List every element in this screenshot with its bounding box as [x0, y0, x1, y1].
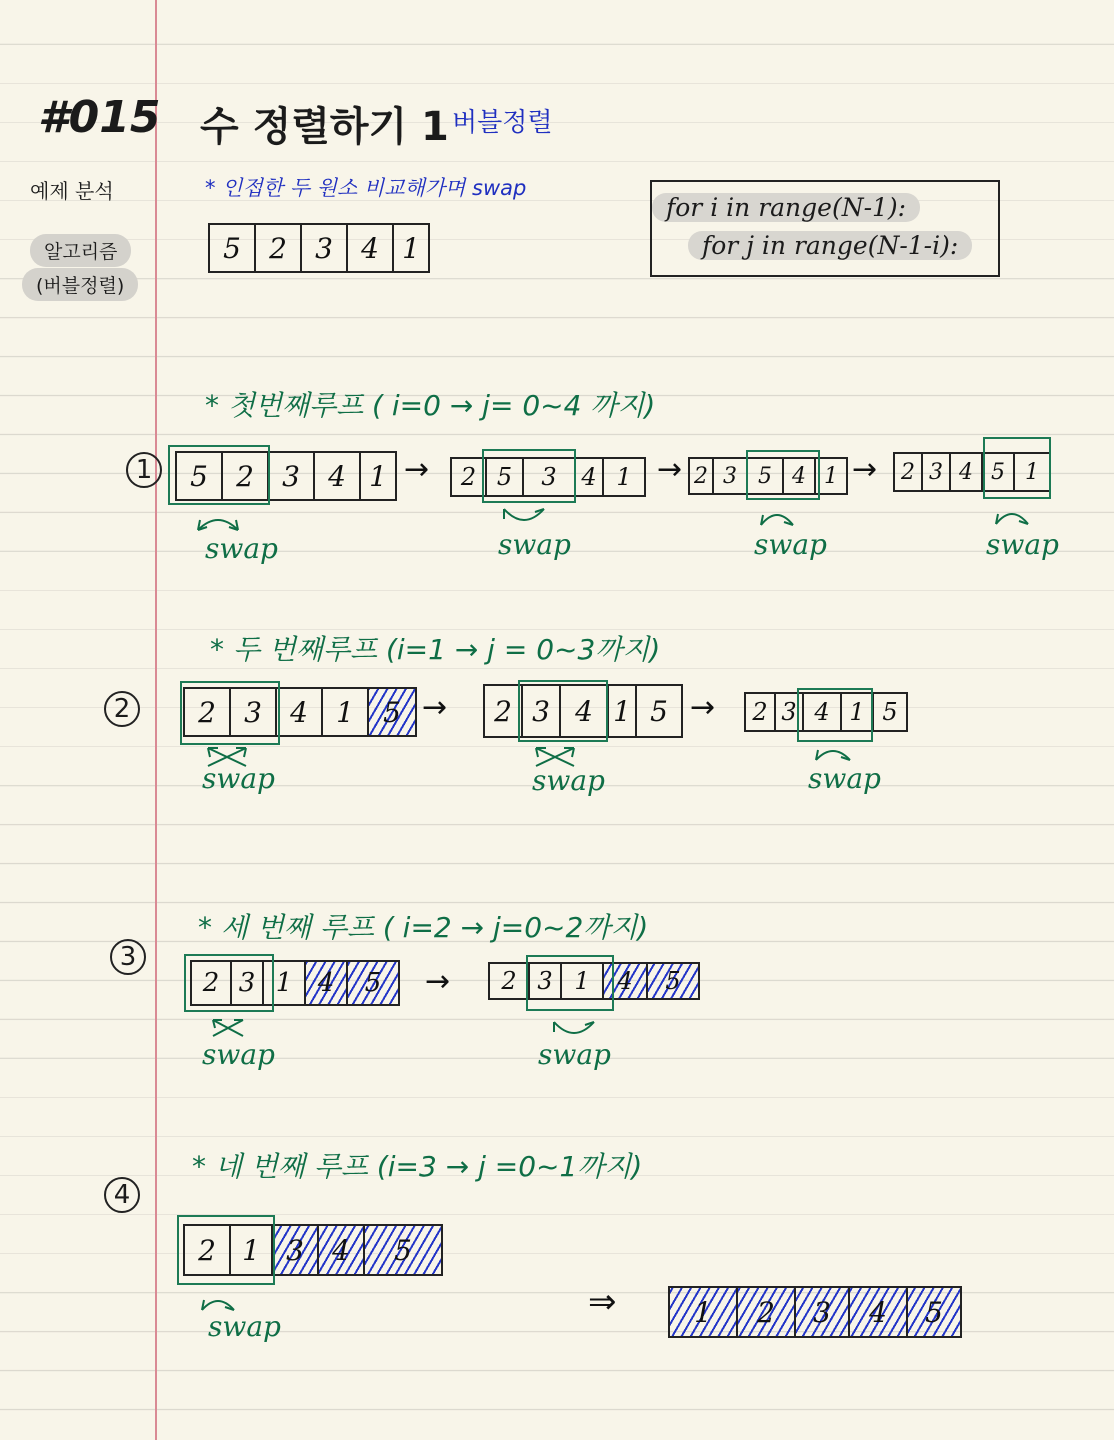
array-cell: 3	[522, 459, 574, 495]
swap-cross-icon	[208, 1016, 248, 1038]
array-cell: 5	[635, 686, 681, 736]
array-cell: 1	[392, 225, 428, 271]
transition-arrow: →	[690, 690, 716, 725]
step-2-marker: 2	[104, 691, 140, 727]
array-cell: 2	[460, 463, 477, 491]
swap-arrow-icon	[192, 508, 244, 534]
swap-highlight	[177, 1215, 275, 1285]
array-cell: 1	[1013, 454, 1049, 490]
loop-3-label: * 세 번째 루프 ( i=2 → j=0~2까지)	[198, 911, 649, 944]
margin-line	[155, 0, 157, 1440]
swap-label: swap	[205, 532, 278, 565]
step-3-marker: 3	[110, 939, 146, 975]
swap-arrow-icon	[810, 740, 856, 764]
array-cell: 1	[262, 962, 304, 1004]
code-line-inner: for j in range(N-1-i):	[688, 231, 972, 260]
array-cell: 1	[321, 689, 367, 735]
array-cell: 4	[802, 694, 840, 730]
swap-highlight	[746, 450, 820, 500]
swap-label: swap	[754, 528, 827, 561]
array-cell: 4	[782, 459, 814, 493]
array-cell: 2	[254, 225, 300, 271]
array-cell: 1	[814, 459, 846, 493]
array-cell: 2	[494, 694, 512, 728]
algorithm-label: 알고리즘	[30, 234, 131, 267]
loop-4-label: * 네 번째 루프 (i=3 → j =0~1까지)	[192, 1150, 643, 1183]
swap-arrow-icon	[548, 1016, 600, 1040]
array-cell: 2	[202, 968, 220, 998]
array-cell: 1	[229, 1226, 271, 1274]
example-analysis-label: 예제 분석	[30, 179, 114, 203]
transition-arrow: →	[425, 964, 451, 999]
array-cell: 2	[221, 453, 267, 499]
array-cell: 5	[746, 459, 782, 493]
page-title: 수 정렬하기 1	[200, 104, 449, 150]
array-cell: 3	[774, 694, 802, 730]
array-cell: 3	[229, 689, 275, 735]
swap-label: swap	[208, 1310, 281, 1343]
swap-arrow-icon	[990, 502, 1034, 528]
sorted-cell: 4	[602, 964, 646, 998]
array-cell: 2	[752, 698, 768, 726]
step-1-marker: 1	[126, 452, 162, 488]
array-cell: 4	[574, 459, 602, 495]
sorted-cell: 5	[367, 689, 415, 735]
final-arrow: ⇒	[588, 1282, 617, 1322]
swap-arrow-icon	[755, 503, 799, 529]
sorted-cell: 5	[906, 1288, 960, 1336]
page-subtitle: 버블정렬	[452, 108, 553, 138]
array-cell: 3	[921, 454, 949, 490]
swap-highlight	[797, 688, 873, 742]
array-cell: 2	[198, 695, 216, 729]
swap-highlight	[983, 437, 1051, 499]
array-cell: 1	[602, 459, 644, 495]
problem-number: #015	[38, 92, 161, 143]
loop-2-label: * 두 번째루프 (i=1 → j = 0~3까지)	[210, 633, 661, 666]
swap-label: swap	[498, 528, 571, 561]
array-cell: 3	[712, 459, 746, 493]
transition-arrow: →	[852, 452, 878, 487]
sorted-array	[668, 1286, 962, 1338]
swap-highlight	[180, 681, 280, 745]
array-cell: 5	[981, 454, 1013, 490]
array-cell: 2	[198, 1233, 216, 1267]
array-cell: 4	[346, 225, 392, 271]
initial-array	[208, 223, 430, 273]
sorted-cell: 4	[317, 1226, 363, 1274]
step-4-marker: 4	[104, 1177, 140, 1213]
swap-label: swap	[538, 1038, 611, 1071]
array-cell: 5	[872, 694, 906, 730]
array-cell: 4	[559, 686, 607, 736]
array-cell: 3	[528, 964, 560, 998]
array-cell: 5	[190, 459, 208, 493]
transition-arrow: →	[657, 452, 683, 487]
swap-label: swap	[986, 528, 1059, 561]
array-cell: 3	[230, 962, 262, 1004]
transition-arrow: →	[422, 690, 448, 725]
swap-label: swap	[808, 762, 881, 795]
array-cell: 2	[501, 967, 517, 995]
sorted-cell: 3	[271, 1226, 317, 1274]
array-cell: 1	[560, 964, 602, 998]
swap-highlight	[482, 449, 576, 503]
swap-highlight	[184, 954, 274, 1012]
hint-text: * 인접한 두 원소 비교해가며 swap	[205, 176, 527, 200]
sorted-cell: 5	[363, 1226, 441, 1274]
swap-label: swap	[202, 1038, 275, 1071]
swap-highlight	[518, 680, 608, 742]
sorted-cell: 5	[646, 964, 698, 998]
transition-arrow: →	[404, 452, 430, 487]
sorted-cell: 2	[736, 1288, 794, 1336]
sorted-cell: 1	[670, 1288, 736, 1336]
algorithm-name: (버블정렬)	[22, 268, 138, 301]
array-cell: 1	[359, 453, 395, 499]
array-cell: 2	[901, 459, 915, 485]
array-cell: 5	[485, 459, 522, 495]
swap-arrow-icon	[498, 503, 550, 529]
array-cell: 3	[521, 686, 559, 736]
array-cell: 5	[223, 231, 241, 265]
array-cell: 1	[840, 694, 872, 730]
swap-highlight	[526, 955, 614, 1011]
code-line-outer: for i in range(N-1):	[652, 193, 920, 222]
loop-1-label: * 첫번째루프 ( i=0 → j= 0~4 까지)	[205, 389, 656, 422]
array-cell: 4	[313, 453, 359, 499]
sorted-cell: 3	[794, 1288, 848, 1336]
sorted-cell: 4	[304, 962, 346, 1004]
swap-label: swap	[532, 764, 605, 797]
array-cell: 1	[607, 686, 635, 736]
swap-label: swap	[202, 762, 275, 795]
array-cell: 2	[694, 463, 708, 489]
array-cell: 3	[267, 453, 313, 499]
array-cell: 4	[949, 454, 981, 490]
array-cell: 3	[300, 225, 346, 271]
sorted-cell: 5	[346, 962, 398, 1004]
swap-highlight	[168, 445, 270, 505]
sorted-cell: 4	[848, 1288, 906, 1336]
array-cell: 4	[275, 689, 321, 735]
